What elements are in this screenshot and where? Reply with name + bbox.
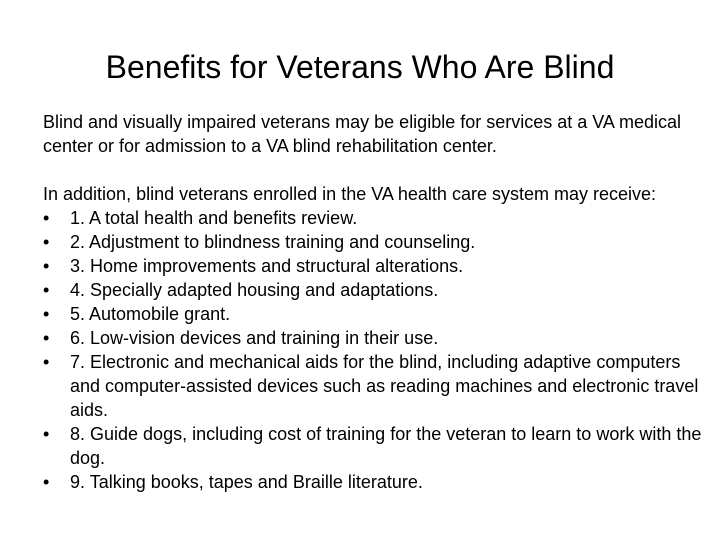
list-item [43,254,708,278]
bullet-icon: • [43,424,50,444]
bullet-icon: • [43,472,50,492]
list-item [43,422,708,470]
bullet-icon: • [43,256,50,276]
list-item-text: 9. Talking books, tapes and Braille literature. [70,472,423,492]
list-item [43,278,708,302]
list-item-text: 3. Home improvements and structural alterations. [70,256,464,276]
list-item-text: 5. Automobile grant. [70,304,231,324]
list-item [43,350,708,422]
bullet-icon: • [43,232,50,252]
list-item-text: 7. Electronic and mechanical aids for the blind, including adaptive computers and computer-assisted devices such as reading machines and electronic travel aids. [70,352,699,420]
bullet-icon: • [43,352,50,372]
slide-body [43,110,708,494]
lead-paragraph: In addition, blind veterans enrolled in the VA health care system may receive: [43,184,657,204]
list-item [43,302,708,326]
list-item-text: 4. Specially adapted housing and adaptations. [70,280,439,300]
list-item-text: 1. A total health and benefits review. [70,208,358,228]
benefits-list [43,206,708,494]
slide-title: Benefits for Veterans Who Are Blind [105,49,615,85]
list-item [43,206,708,230]
list-item [43,230,708,254]
list-item-text: 2. Adjustment to blindness training and counseling. [70,232,476,252]
bullet-icon: • [43,208,50,228]
list-item [43,326,708,350]
bullet-icon: • [43,304,50,324]
list-item-text: 6. Low-vision devices and training in their use. [70,328,439,348]
bullet-icon: • [43,328,50,348]
intro-paragraph: Blind and visually impaired veterans may be eligible for services at a VA medical center or for admission to a VA blind rehabilitation center. [43,112,681,156]
bullet-icon: • [43,280,50,300]
list-item-text: 8. Guide dogs, including cost of training for the veteran to learn to work with the dog. [70,424,702,468]
list-item [43,470,708,494]
